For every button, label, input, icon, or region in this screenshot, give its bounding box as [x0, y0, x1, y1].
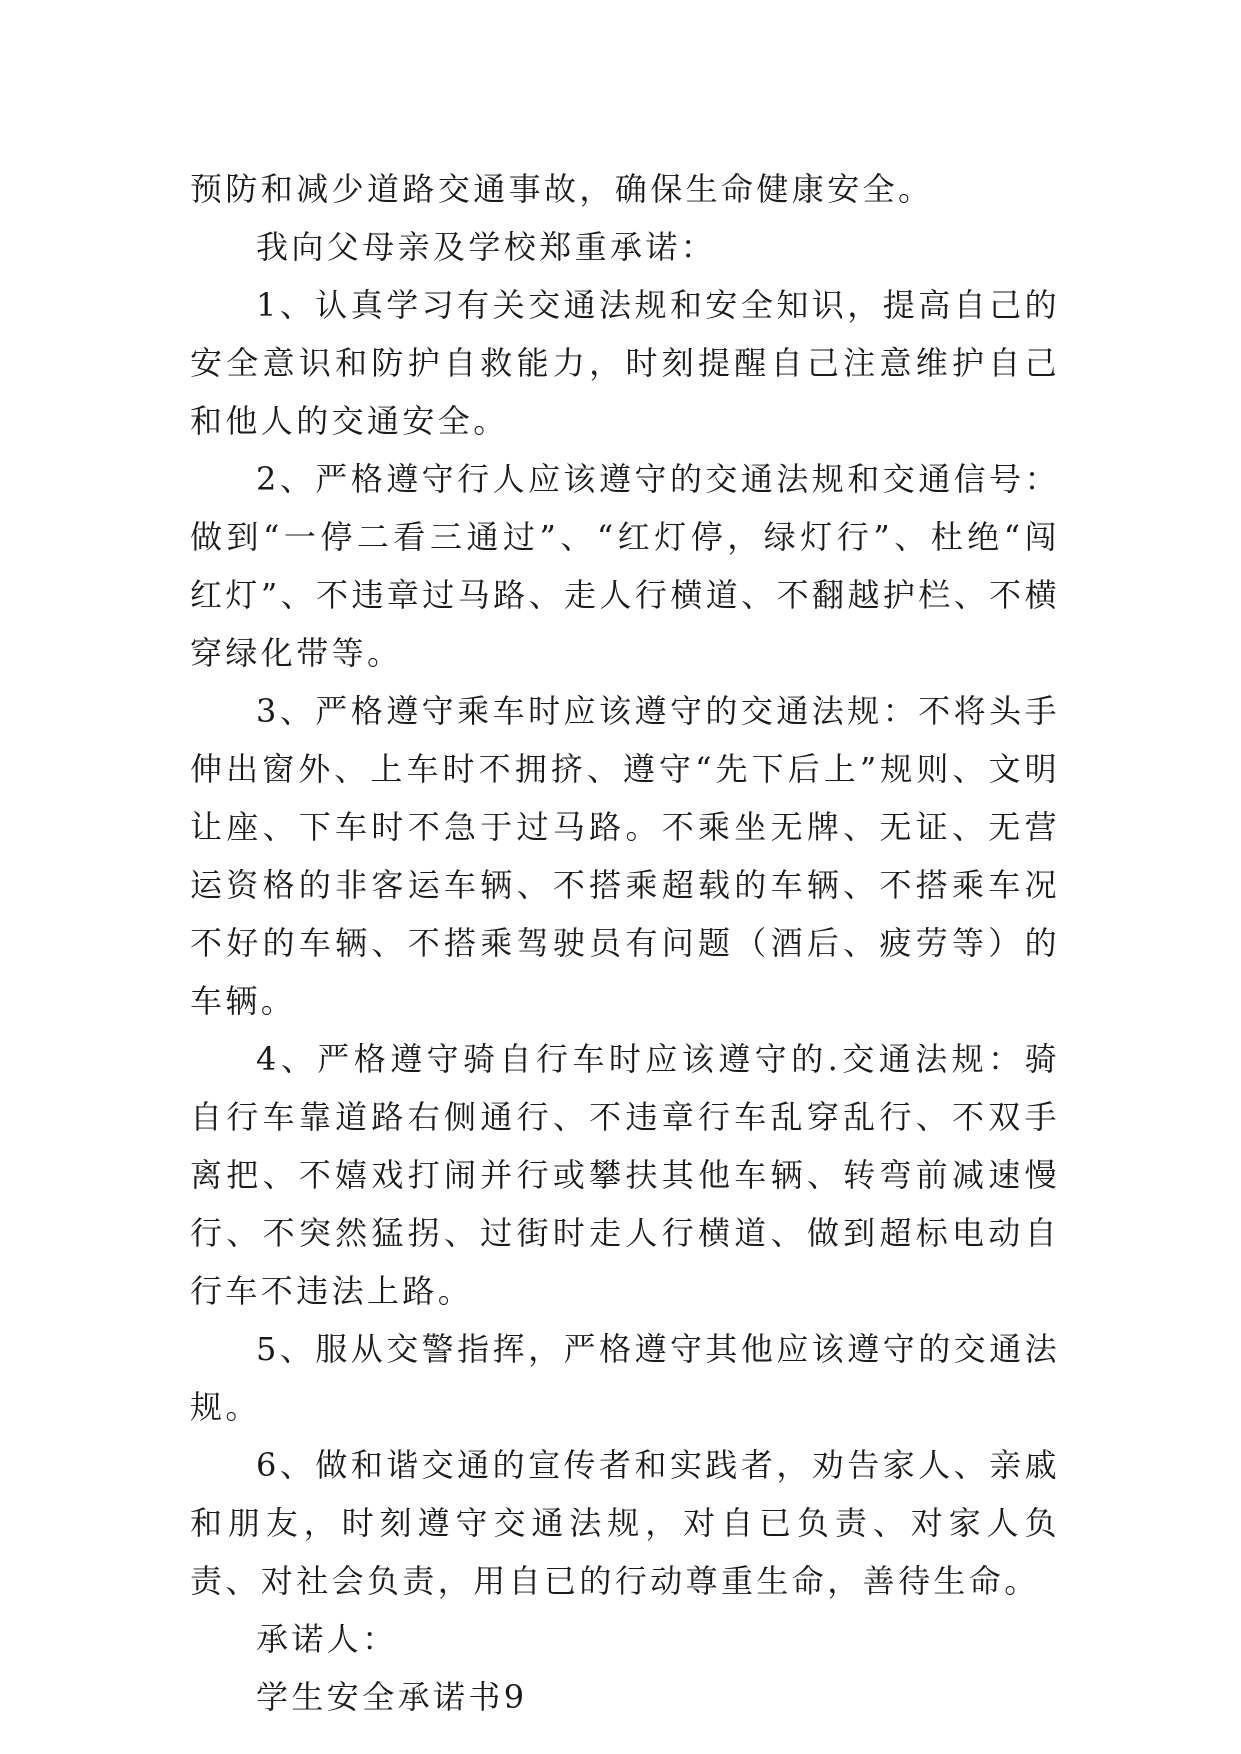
paragraph-item-3: 3、严格遵守乘车时应该遵守的交通法规：不将头手伸出窗外、上车时不拥挤、遵守“先下后上”规则、文明让座、下车时不急于过马路。不乘坐无牌、无证、无营运资格的非客运车辆、不搭乘超载的车辆、不搭乘车况不好的车辆、不搭乘驾驶员有问题（酒后、疲劳等）的车辆。: [190, 692, 1060, 1020]
paragraph-item-4: 4、严格遵守骑自行车时应该遵守的.交通法规：骑自行车靠道路右侧通行、不违章行车乱穿乱行、不双手离把、不嬉戏打闹并行或攀扶其他车辆、转弯前减速慢行、不突然猛拐、过街时走人行横道、做到超标电动自行车不违法上路。: [190, 1040, 1060, 1310]
document-body: [190, 160, 1060, 1726]
paragraph-continuation: 预防和减少道路交通事故，确保生命健康安全。: [190, 170, 934, 208]
paragraph-item-1: 1、认真学习有关交通法规和安全知识，提高自己的安全意识和防护自救能力，时刻提醒自己注意维护自己和他人的交通安全。: [190, 286, 1060, 440]
section-heading: 学生安全承诺书9: [256, 1678, 528, 1716]
paragraph-item-2: 2、严格遵守行人应该遵守的交通法规和交通信号：做到“一停二看三通过”、“红灯停，绿灯行”、杜绝“闯红灯”、不违章过马路、走人行横道、不翻越护栏、不横穿绿化带等。: [190, 460, 1060, 672]
paragraph-item-6: 6、做和谐交通的宣传者和实践者，劝告家人、亲戚和朋友，时刻遵守交通法规，对自已负责、对家人负责、对社会负责，用自已的行动尊重生命，善待生命。: [190, 1446, 1060, 1600]
signature-label: 承诺人：: [256, 1620, 398, 1658]
paragraph-item-5: 5、服从交警指挥，严格遵守其他应该遵守的交通法规。: [190, 1330, 1060, 1426]
paragraph-pledge-intro: 我向父母亲及学校郑重承诺：: [256, 228, 717, 266]
